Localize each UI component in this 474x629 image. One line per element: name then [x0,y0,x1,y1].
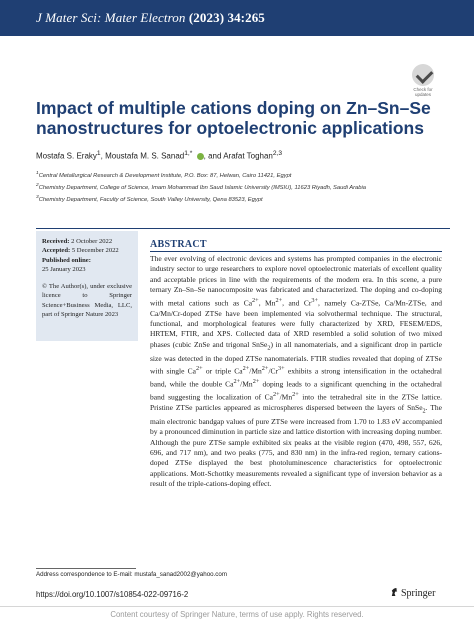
affiliations [36,169,456,205]
author-name[interactable]: Mostafa S. Eraky [36,151,97,161]
check-for-updates-badge[interactable] [409,64,437,97]
author-name[interactable]: Moustafa M. S. Sanad [105,151,185,161]
published-label: Published online: [42,256,91,264]
article-title [36,98,436,138]
footnote-divider [36,568,136,569]
title-line-1: Impact of multiple cations doping on Zn–Sn–Se [36,98,431,118]
checkmark-icon [412,64,434,86]
journal-citation [36,10,265,26]
doi-link[interactable]: https://doi.org/10.1007/s10854-022-09716-2 [36,590,189,599]
published-date: 25 January 2023 [42,265,86,273]
affiliation-item: $^2$Chemistry Department, College of Science, Imam Mohammad Ibn Saud Islamic University (IMSIU), 11623 Riyadh, Saudi Arabia [36,182,367,191]
journal-issue: (2023) 34:265 [188,10,265,25]
title-line-2: nanostructures for optoelectronic applications [36,118,424,138]
header-divider [36,228,450,229]
correspondence-note: Address correspondence to E-mail: mustafa_sanad2002@yahoo.com [36,571,227,578]
springer-logo: Springer [390,587,435,599]
abstract-body: The ever evolving of electronic devices and systems has prompted companies in the electronic industry sector to urge researchers to explore novel optoelectronic materials of excellent quality and acceptable prices in line with the requirements of the modern era. In this scene, a pure ternary Zn–Sn–Se nanocomposite was fabricated and characterized. The doping and co-doping with metal cations such as $Ca^{2+}$, $Mn^{2+}$, and $Cr^{3+}$, namely Ca-ZTSe, Ca/Mn-ZTSe, and Ca/Mn/Cr-doped ZTSe have been implemented via solvothermal technique. The structural, functional, and morphological features were fully characterized by XRD, FESEM/EDS, HRTEM, FTIR, and XPS. Collected data of XRD resembled a solid solution of two mixed phases (cubic ZnSe and trigonal SnSe$_2$) in all nanomaterials, and a significant drop in particle size was detected in the doped ZTSe nanomaterials. FTIR studies revealed that doping of ZTSe with single $Ca^{2+}$ or triple $Ca^{2+}/Mn^{2+}/Cr^{3+}$ exhibits a strong intensification in the octahedral band, while the double $Ca^{2+}/Mn^{2+}$ doping leads to a significant quenching in the octahedral band suggesting the localization of $Ca^{2+}/Mn^{2+}$ into the tetrahedral site in the ZTSe lattice. Pristine ZTSe particles appeared as microspheres dispersed between the layers of SnSe$_2$. The main electronic bandgap values of pure ZTSe were increased from 1.70 to 1.83 eV accompanied by a pronounced diminution in particle size and lattice distortion with increasing doping number. Although the pure ZTSe sample exhibited six peaks at the visible region (470, 498, 557, 626, 696, and 717 nm), and two peaks (775, and 830 nm) in the infra-red region, ternary cations-doped ZTSe displayed the best photoluminescence characteristics for optoelectronic applications. Mott-Schottky measurements revealed a significant type of inversion behavior as a result of the triple-cations-doping effect. [150,254,442,489]
abstract-heading: ABSTRACT [150,239,207,250]
abstract-divider [150,251,442,252]
license-notice: © The Author(s), under exclusive licence to Springer Science+Business Media, LLC, part of Springer Nature 2023 [42,283,132,319]
affiliation-item: $^1$Central Metallurgical Research & Development Institute, P.O. Box: 87, Helwan, Cairo 11421, Egypt [36,171,292,179]
journal-header-bar [0,0,474,36]
check-updates-label: Check for updates [413,87,433,97]
journal-name: J Mater Sci: Mater Electron [36,10,186,25]
accepted-date: Accepted: 5 December 2022 [42,247,119,255]
orcid-icon[interactable] [197,153,204,160]
courtesy-notice: Content courtesy of Springer Nature, terms of use apply. Rights reserved. [110,610,364,619]
bottom-divider [0,606,474,607]
springer-horse-icon [390,587,399,597]
author-list: Mostafa S. Eraky$^1$, Moustafa M. S. Sanad$^{1,*}$ , and Arafat Toghan$^{2,3}$ [36,150,283,161]
affiliation-item: $^3$Chemistry Department, Faculty of Science, South Valley University, Qena 83523, Egypt [36,194,263,203]
author-name[interactable]: Arafat Toghan [223,151,273,161]
received-date: Received: 2 October 2022 [42,238,113,245]
article-history-sidebar [36,231,138,341]
